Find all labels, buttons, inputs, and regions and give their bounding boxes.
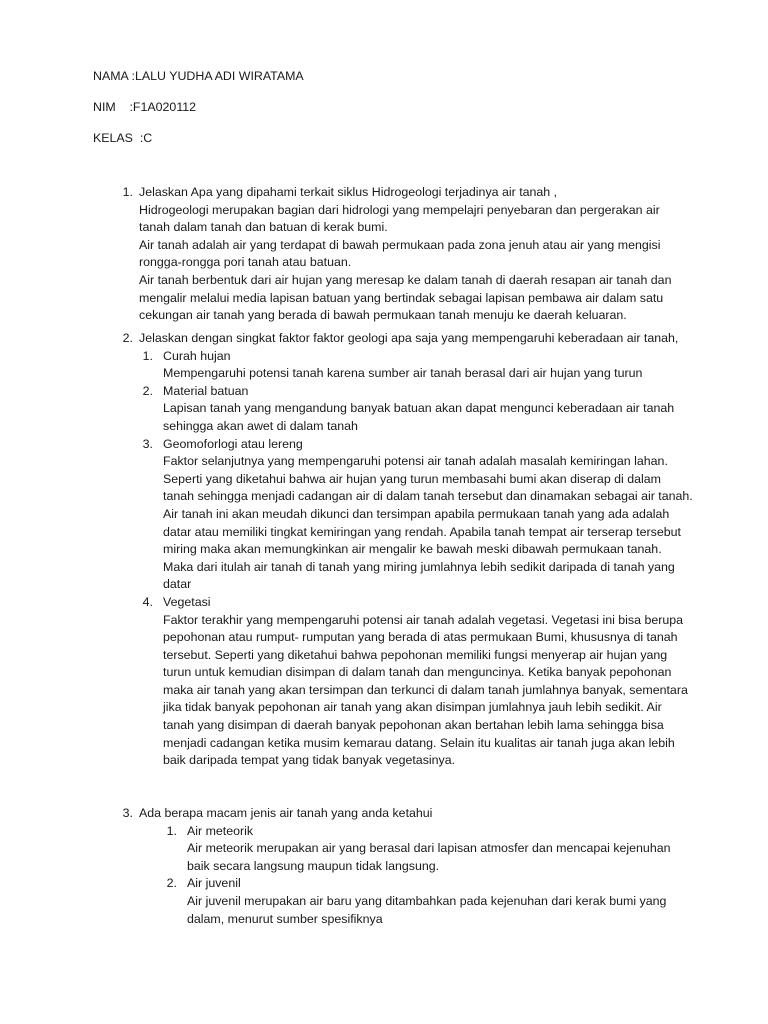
item-title: Material batuan: [163, 383, 249, 398]
header-nama: NAMA :LALU YUDHA ADI WIRATAMA: [93, 69, 304, 83]
header-kelas: KELAS :C: [93, 131, 153, 145]
list-item: [139, 594, 693, 770]
item-text: Air juvenil merupakan air baru yang ditambahkan pada kejenuhan dari kerak bumi yang dalam, menurut sumber spesifiknya: [187, 893, 667, 926]
item-number: 1.: [166, 823, 177, 838]
item-text: Air meteorik merupakan air yang berasal dari lapisan atmosfer dan mencapai kejenuhan baik secara langsung maupun tidak langsung.: [187, 841, 671, 873]
item-number: 2.: [166, 876, 177, 891]
item-number: 4.: [142, 594, 153, 609]
item-number: 3.: [142, 436, 153, 451]
list-item: [139, 348, 693, 383]
question-title: Jelaskan dengan singkat faktor faktor geologi apa saja yang mempengaruhi keberadaan air tanah,: [139, 331, 679, 345]
question-number: 3.: [122, 806, 133, 820]
item-title: Curah hujan: [163, 348, 231, 363]
item-text: Faktor selanjutnya yang mempengaruhi potensi air tanah adalah masalah kemiringan lahan. Seperti yang diketahui bahwa air hujan yang turun membasahi bumi akan diserap di dalam tanah sehingga menjadi cadangan air di dalam tanah tersebut dan dinamakan sebagai air tanah. Air tanah ini akan meudah dikunci dan tersimpan apabila permukaan tanah yang ada adalah datar atau memiliki tingkat kemiringan yang rendah. Apabila tanah tempat air terserap tersebut miring maka akan memungkinkan air mengalir ke bawah meski dibawah permukaan tanah. Maka dari itulah air tanah di tanah yang miring jumlahnya lebih sedikit daripada di tanah yang datar: [163, 454, 693, 592]
item-number: 2.: [142, 383, 153, 398]
question-2: [93, 330, 693, 770]
header-nim: NIM :F1A020112: [93, 100, 197, 114]
question-1: [93, 184, 693, 325]
item-title: Geomoforlogi atau lereng: [163, 436, 303, 451]
question-number: 1.: [122, 185, 133, 199]
question-3: [93, 805, 693, 928]
item-title: Air juvenil: [187, 876, 241, 891]
answer-paragraph: Air tanah berbentuk dari air hujan yang meresap ke dalam tanah di daerah resapan air tanah dan mengalir melalui media lapisan batuan yang bertindak sebagai lapisan pembawa air dalam satu cekungan air tanah yang berada di bawah permukaan tanah menuju ke daerah keluaran.: [139, 272, 672, 323]
list-item: [139, 436, 693, 594]
answer-paragraph: Air tanah adalah air yang terdapat di bawah permukaan pada zona jenuh atau air yang mengisi rongga-rongga pori tanah atau batuan.: [139, 237, 661, 270]
list-item: [139, 383, 693, 436]
answer-paragraph: Hidrogeologi merupakan bagian dari hidrologi yang mempelajri penyebaran dan pergerakan air tanah dalam tanah dan batuan di kerak bumi.: [139, 202, 660, 235]
question-title: Jelaskan Apa yang dipahami terkait siklus Hidrogeologi terjadinya air tanah ,: [139, 185, 558, 199]
question-number: 2.: [122, 331, 133, 345]
question-title: Ada berapa macam jenis air tanah yang anda ketahui: [139, 806, 433, 820]
item-text: Faktor terakhir yang mempengaruhi potensi air tanah adalah vegetasi. Vegetasi ini bisa berupa pepohonan atau rumput- rumputan yang berada di atas permukaan Bumi, khususnya di tanah tersebut. Seperti yang diketahui bahwa pepohonan memiliki fungsi menyerap air hujan yang turun untuk kemudian disimpan di dalam tanah dan menguncinya. Ketika banyak pepohonan maka air tanah yang akan tersimpan dan terkunci di dalam tanah jumlahnya banyak, sementara jika tidak banyak pepohonan air tanah yang akan disimpan jumlahnya jauh lebih sedikit. Air tanah yang disimpan di daerah banyak pepohonan akan bertahan lebih lama sehingga bisa menjadi cadangan ketika musim kemarau datang. Selain itu kualitas air tanah juga akan lebih baik daripada tempat yang tidak banyak vegetasinya.: [163, 612, 688, 768]
item-number: 1.: [142, 348, 153, 363]
item-title: Vegetasi: [163, 594, 211, 609]
item-text: Mempengaruhi potensi tanah karena sumber air tanah berasal dari air hujan yang turun: [163, 366, 643, 381]
item-text: Lapisan tanah yang mengandung banyak batuan akan dapat mengunci keberadaan air tanah sehingga akan awet di dalam tanah: [163, 401, 675, 433]
item-title: Air meteorik: [187, 823, 254, 838]
list-item: [163, 875, 693, 928]
list-item: [163, 823, 693, 876]
